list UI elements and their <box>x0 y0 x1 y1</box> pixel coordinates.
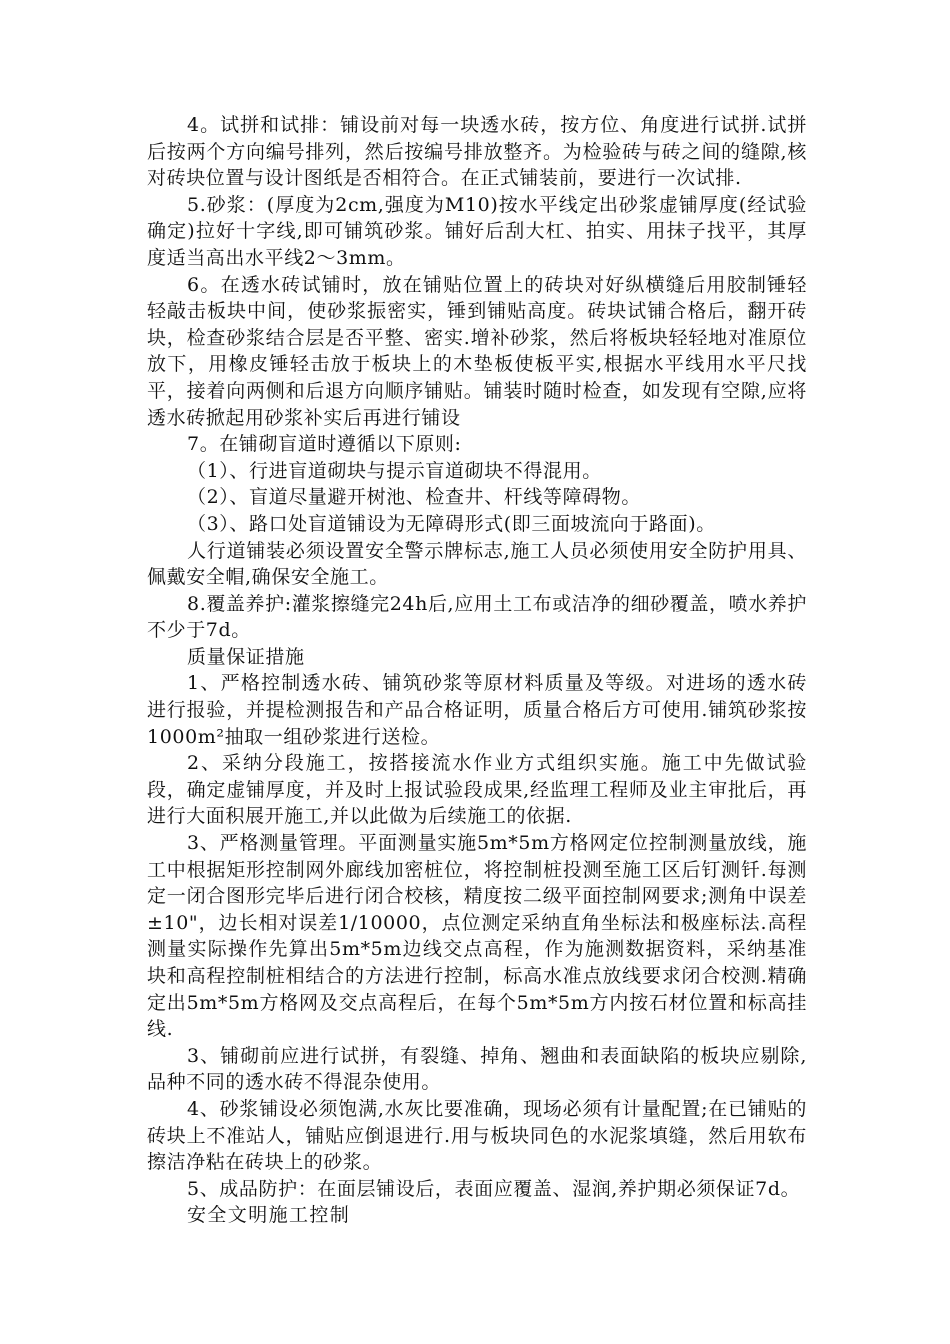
section-heading-safety: 安全文明施工控制 <box>187 1204 351 1227</box>
paragraph-quality-2: 2、采纳分段施工，按搭接流水作业方式组织实施。施工中先做试验段，确定虚铺厚度，并及时上报试验段成果,经监理工程师及业主审批后，再进行大面积展开施工,并以此做为后续施工的依据. <box>147 752 807 828</box>
paragraph-tactile-paving-principles: 7。在铺砌盲道时遵循以下原则: <box>187 433 462 456</box>
section-heading-quality: 质量保证措施 <box>187 645 305 668</box>
paragraph-quality-5: 5、成品防护：在面层铺设后，表面应覆盖、湿润,养护期必须保证7d。 <box>187 1177 801 1200</box>
list-item-tactile-2: （2）、盲道尽量避开树池、检查井、杆线等障碍物。 <box>187 486 641 509</box>
document-body <box>147 112 807 1229</box>
list-item-tactile-1: （1）、行进盲道砌块与提示盲道砌块不得混用。 <box>187 459 602 482</box>
paragraph-quality-1: 1、严格控制透水砖、铺筑砂浆等原材料质量及等级。对进场的透水砖进行报验，并提检测报告和产品合格证明，质量合格后方可使用.铺筑砂浆按1000m²抽取一组砂浆进行送检。 <box>147 672 807 748</box>
paragraph-quality-3-survey: 3、严格测量管理。平面测量实施5m*5m方格网定位控制测量放线，施工中根据矩形控制网外廊线加密桩位，将控制桩投测至施工区后钉测钎.每测定一闭合图形完毕后进行闭合校核，精度按二级平面控制网要求;测角中误差±10"，边长相对误差1/10000，点位测定采纳直角坐标法和极座标法.高程测量实际操作先算出5m*5m边线交点高程，作为施测数据资料，采纳基准块和高程控制桩相结合的方法进行控制，标高水准点放线要求闭合校测.精确定出5m*5m方格网及交点高程后，在每个5m*5m方内按石材位置和标高挂线. <box>147 832 807 1041</box>
paragraph-trial-paving: 6。在透水砖试铺时，放在铺贴位置上的砖块对好纵横缝后用胶制锤轻轻敲击板块中间，使砂浆振密实，锤到铺贴高度。砖块试铺合格后，翻开砖块，检查砂浆结合层是否平整、密实.增补砂浆，然后将板块轻轻地对准原位放下，用橡皮锤轻击放于板块上的木垫板使板平实,根据水平线用水平尺找平，接着向两侧和后退方向顺序铺贴。铺装时随时检查，如发现有空隙,应将透水砖掀起用砂浆补实后再进行铺设 <box>147 273 807 429</box>
paragraph-mortar: 5.砂浆：(厚度为2cm,强度为M10)按水平线定出砂浆虚铺厚度(经试验确定)拉好十字线,即可铺筑砂浆。铺好后刮大杠、拍实、用抹子找平，其厚度适当高出水平线2～3mm。 <box>147 193 807 269</box>
paragraph-quality-3-trial: 3、铺砌前应进行试拼，有裂缝、掉角、翘曲和表面缺陷的板块应剔除,品种不同的透水砖不得混杂使用。 <box>147 1044 807 1094</box>
list-item-tactile-3: （3）、路口处盲道铺设为无障碍形式(即三面坡流向于路面)。 <box>187 512 716 535</box>
paragraph-safety-signs: 人行道铺装必须设置安全警示牌标志,施工人员必须使用安全防护用具、佩戴安全帽,确保安全施工。 <box>147 539 807 589</box>
paragraph-quality-4: 4、砂浆铺设必须饱满,水灰比要准确，现场必须有计量配置;在已铺贴的砖块上不准站人，铺贴应倒退进行.用与板块同色的水泥浆填缝，然后用软布擦洁净粘在砖块上的砂浆。 <box>147 1097 807 1174</box>
paragraph-curing: 8.覆盖养护:灌浆擦缝完24h后,应用土工布或洁净的细砂覆盖，喷水养护不少于7d。 <box>147 592 807 642</box>
paragraph-trial-layout: 4。试拼和试排：铺设前对每一块透水砖，按方位、角度进行试拼.试拼后按两个方向编号排列，然后按编号排放整齐。为检验砖与砖之间的缝隙,核对砖块位置与设计图纸是否相符合。在正式铺装前，要进行一次试排. <box>147 114 807 190</box>
